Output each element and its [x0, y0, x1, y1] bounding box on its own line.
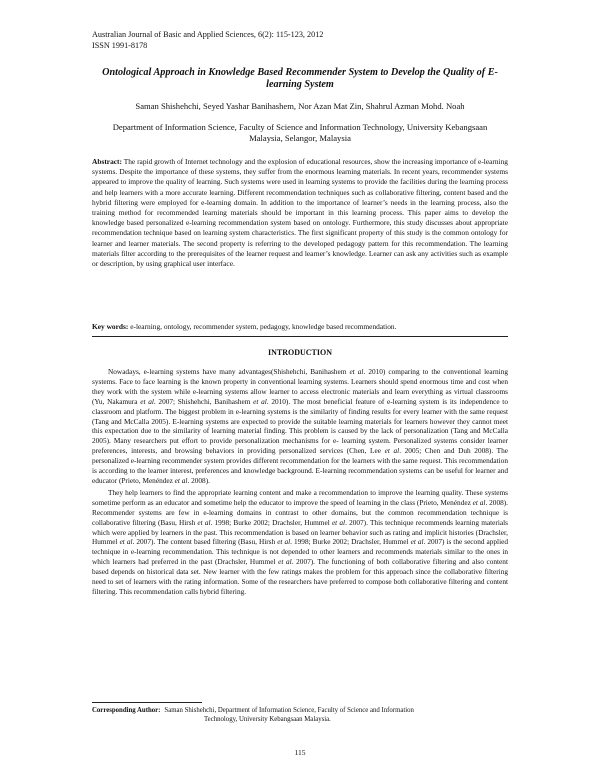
footnote-line-2: Technology, University Kebangsaan Malaysia.: [204, 716, 331, 723]
page-number: 115: [294, 748, 306, 757]
abstract-text: The rapid growth of Internet technology and the explosion of educational resources, show the increasing importance of e-learning systems. Despite the importance of these systems, they suffer from the enormous learning materials. In recent years, recommender systems appeared to improve the quality of learning. Such systems were used in learning systems to provide the facilities during the learning process and help learners with a more accurate learning. Different recommendation techniques such as collaborative filtering, content based and the hybrid filtering were employed for e-learning domain. In addition to the importance of learner’s needs in the learning process, also the training method for recommended learning materials should be important in this learning process. This paper aims to develop the knowledge based personalized e-learning recommendation system based on ontology. Furthermore, this study discusses about appropriate recommendation technique based on learning system characteristics. The first significant property of this study is the common ontology for learner and learner materials. The second property is referring to the developed pedagogy pattern for this recommendation. The learning materials filter according to the prerequisites of the learner request and learner’s knowledge. Learner can ask any activities such as example or description, by using graphical user interface.: [92, 157, 508, 269]
keywords-divider: [92, 336, 508, 337]
footnote-divider: [92, 702, 202, 703]
keywords: [92, 322, 508, 332]
paper-authors: Saman Shishehchi, Seyed Yashar Banihashem, Nor Azan Mat Zin, Shahrul Azman Mohd. Noah: [135, 101, 465, 111]
journal-header: [92, 30, 323, 51]
paragraph: They help learners to find the appropriate learning content and make a recommendation to improve the learning quality. These systems sometime perform as an educator and sometime help the educator to improve the speed of learning in the class (Prieto, Menéndez et al. 2008). Recommender systems are few in e-learning domains in contrast to other domains, but the common recommendation technique is collaborative filtering (Basu, Hirsh et al. 1998; Burke 2002; Drachsler, Hummel et al. 2007). This technique recommends learning materials which were applied by learners in the past. This recommendation is based on learner behavior such as rating and implicit histories (Drachsler, Hummel et al. 2007). The content based filtering (Basu, Hirsh et al. 1998; Burke 2002; Drachsler, Hummel et al. 2007) is the second applied technique in e-learning recommendation. This technique is not depended to other learners and recommends materials similar to the ones in which learners had preferred in the past (Drachsler, Hummel et al. 2007). The functioning of both collaborative filtering and also content based depends on historical data set. New learner with the few ratings makes the problem for this approach since the collaborative filtering need to set of learners with the rating information. Some of the researchers have preferred to compose both collaborative filtering and content filtering. This recommendation calls hybrid filtering.: [92, 487, 508, 596]
keywords-text: e-learning, ontology, recommender system, pedagogy, knowledge based recommendation.: [130, 322, 397, 331]
keywords-label: Key words:: [92, 322, 129, 331]
author-affiliation: Department of Information Science, Faculty of Science and Information Technology, University Kebangsaan Malaysia, Selangor, Malaysia: [112, 122, 488, 143]
section-heading: INTRODUCTION: [267, 348, 332, 357]
corresponding-author-footnote: [92, 706, 508, 724]
abstract: [92, 157, 508, 269]
paper-title: Ontological Approach in Knowledge Based Recommender System to Develop the Quality of E-learning System: [102, 67, 498, 90]
journal-citation: Australian Journal of Basic and Applied Sciences, 6(2): 115-123, 2012: [92, 30, 324, 39]
footnote-line-1: Saman Shishehchi, Department of Information Science, Faculty of Science and Information: [164, 707, 414, 714]
journal-issn: ISSN 1991-8178: [92, 40, 148, 50]
abstract-label: Abstract:: [92, 157, 122, 166]
paragraph: Nowadays, e-learning systems have many advantages(Shishehchi, Banihashem et al. 2010) comparing to the conventional learning systems. Face to face learning is the known property in conventional learning systems. Learners should spend enormous time and cost when they work with the system while e-learning systems allow learner to access electronic materials and learn everything as virtual classrooms (Yu, Nakamura et al. 2007; Shishehchi, Banihashem et al. 2010). The most beneficial feature of e-learning system is its independence to classroom and platform. The biggest problem in e-learning systems is the similarity of finding results for every learner with the same request (Tang and McCalla 2005). E-learning systems are expected to provide the suitable learning materials for learners however they cannot meet this expectation due to the similarity of learning material finding. This problem is caused by the lack of personalization (Tang and McCalla 2005). Many researchers put effort to provide personalization mechanisms for e- learning system. Personalized systems consider learner preferences, interests, and browsing behaviors in providing personalized services (Chen, Lee et al. 2005; Chen and Duh 2008). The personalized e-learning recommender system provides different recommendation for the learners with the same request. This recommendation is according to the learner interest, preferences and knowledge background. E-learning recommendation systems can be useful for learner and educator (Prieto, Menéndez et al. 2008).: [92, 367, 508, 485]
footnote-label: Corresponding Author:: [92, 707, 161, 714]
body-text: [92, 367, 508, 597]
